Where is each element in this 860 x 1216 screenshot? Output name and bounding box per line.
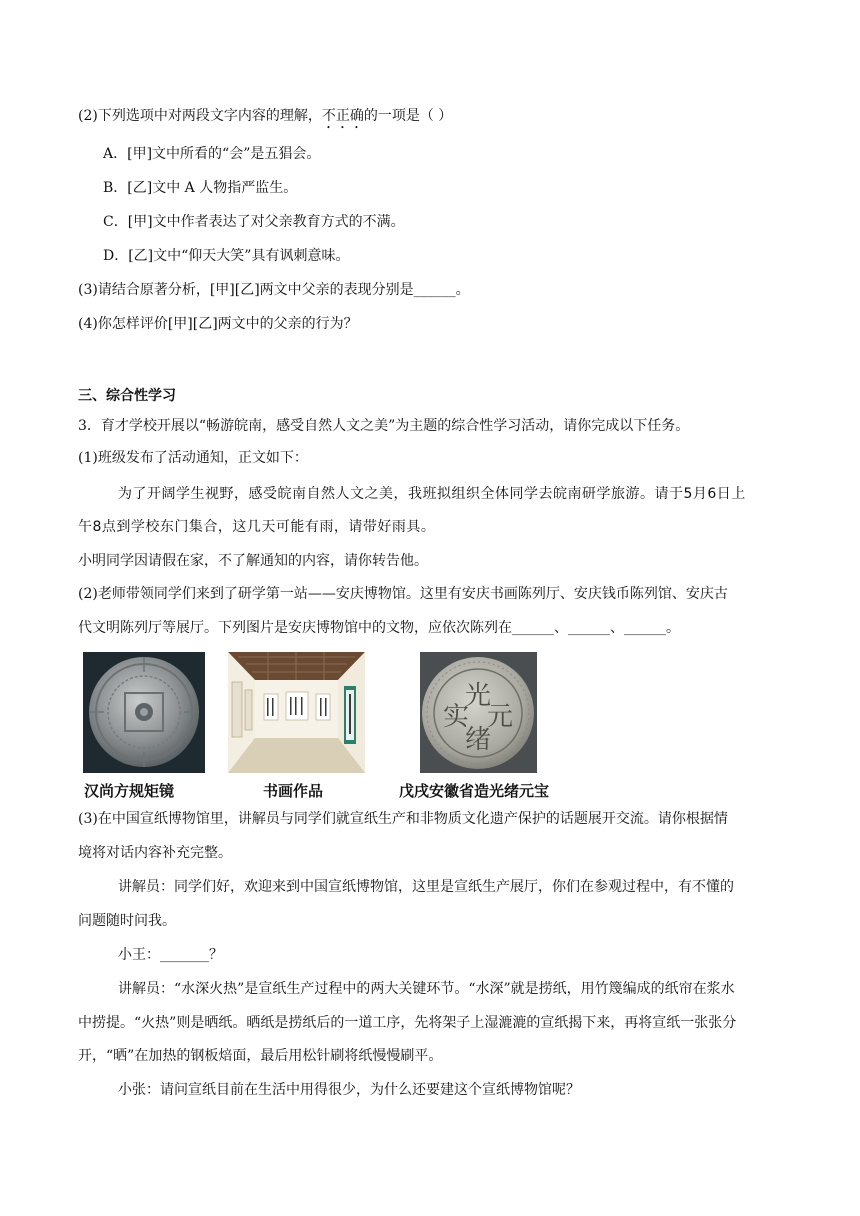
- task2-line-1: (2)老师带领同学们来到了研学第一站——安庆博物馆。这里有安庆书画陈列厅、安庆钱币陈列馆、安庆古: [78, 586, 728, 602]
- section-title: 三、综合性学习: [78, 388, 176, 404]
- q4-line: (4)你怎样评价[甲][乙]两文中的父亲的行为？: [78, 316, 358, 332]
- guide-speech-1-line-1: 讲解员：同学们好，欢迎来到中国宣纸博物馆，这里是宣纸生产展厅，你们在参观过程中，有不懂的: [118, 879, 734, 895]
- guide-speech-1-line-2: 问题随时问我。: [78, 913, 176, 929]
- guide-speech-2-line-2: 中捞提。“火热”则是晒纸。晒纸是捞纸后的一道工序，先将架子上湿漉漉的宣纸揭下来，再将宣纸一张张分: [78, 1015, 737, 1031]
- caption-mirror: 汉尚方规矩镜: [84, 782, 175, 800]
- xiaozhang-line: 小张：请问宣纸目前在生活中用得很少，为什么还要建这个宣纸博物馆呢？: [118, 1082, 580, 1098]
- task1-label: (1)班级发布了活动通知，正文如下：: [78, 450, 308, 466]
- coin-char-bottom: 绪: [464, 725, 492, 755]
- coin-char-top: 光: [464, 681, 492, 711]
- caption-calligraphy: 书画作品: [263, 782, 324, 800]
- silver-coin-image: [420, 652, 537, 773]
- q3-line: (3)请结合原著分析，[甲][乙]两文中父亲的表现分别是______。: [78, 282, 470, 298]
- task2-line-2: 代文明陈列厅等展厅。下列图片是安庆博物馆中的文物，应依次陈列在______、______、______。: [78, 620, 680, 636]
- notice-line-2: 午8点到学校东门集合，这几天可能有雨，请带好雨具。: [78, 519, 436, 535]
- emphasis-not-correct: 不正确: [321, 108, 364, 124]
- guide-speech-2-line-3: 开，“晒”在加热的钢板焙面，最后用松针刷将纸慢慢刷平。: [78, 1048, 443, 1064]
- q2-option-d: D．[乙]文中“仰天大笑”具有讽刺意味。: [103, 248, 350, 264]
- coin-char-left: 实: [442, 702, 470, 732]
- q2-stem: (2)下列选项中对两段文字内容的理解，不正确的一项是（ ）: [78, 108, 453, 124]
- q2-option-c: C．[甲]文中作者表达了对父亲教育方式的不满。: [103, 214, 405, 230]
- task-intro: 3．育才学校开展以“畅游皖南，感受自然人文之美”为主题的综合性学习活动，请你完成以下任务。: [78, 418, 690, 434]
- task1-request: 小明同学因请假在家，不了解通知的内容，请你转告他。: [78, 553, 428, 569]
- coin-char-right: 元: [486, 702, 514, 732]
- guide-speech-2-line-1: 讲解员：“水深火热”是宣纸生产过程中的两大关键环节。“水深”就是捞纸，用竹篾编成的纸帘在浆水: [118, 981, 735, 997]
- task3-line-1: (3)在中国宣纸博物馆里，讲解员与同学们就宣纸生产和非物质文化遗产保护的话题展开交流。请你根据情: [78, 811, 728, 827]
- calligraphy-hall-image: [228, 652, 365, 773]
- bronze-mirror-image: [83, 652, 205, 773]
- q2-option-a: A．[甲]文中所看的“会”是五猖会。: [103, 146, 321, 162]
- task3-line-2: 境将对话内容补充完整。: [78, 845, 232, 861]
- notice-line-1: 为了开阔学生视野，感受皖南自然人文之美，我班拟组织全体同学去皖南研学旅游。请于5月6日上: [118, 486, 746, 502]
- caption-coin: 戊戌安徽省造光绪元宝: [399, 782, 550, 800]
- q2-option-b: B．[乙]文中 A 人物指严监生。: [103, 180, 298, 196]
- xiaowang-line: 小王：_______？: [118, 947, 223, 963]
